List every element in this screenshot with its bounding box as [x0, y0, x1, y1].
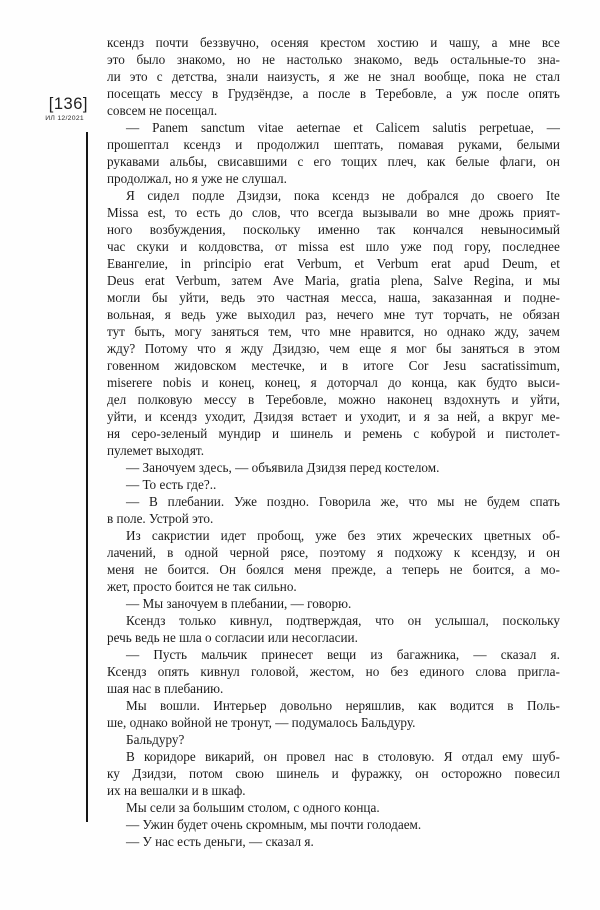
- text-line: рукавами альбы, свисавшими с его тощих плеч, как белые флаги, он: [107, 154, 560, 169]
- text-line: Ксендз только кивнул, подтверждая, что он услышал, поскольку: [126, 613, 560, 628]
- text-line: В коридоре викарий, он провел нас в столовую. Я отдал ему шуб-: [126, 749, 560, 764]
- text-line: час скуки и колдовства, от missa est шло уже под гору, последнее: [107, 239, 560, 254]
- text-line: — Заночуем здесь, — объявила Дзидзя перед костелом.: [126, 460, 440, 475]
- text-line: ше, однако войной не тронут, — подумалось Бальдуру.: [107, 715, 416, 730]
- text-line: Евангелие, in principio erat Verbum, et Verbum erat apud Deum, et: [107, 256, 560, 271]
- text-line: miserere nobis и конец, конец, я доторчал до конца, как будто выси-: [107, 375, 560, 390]
- text-line: Бальдуру?: [126, 732, 185, 747]
- text-line: Мы сели за большим столом, с одного конца.: [126, 800, 380, 815]
- text-line: посещать мессу в Грудзёндзе, а после в Теребовле, а уж после опять: [107, 86, 560, 101]
- text-line: Missa est, то есть до слов, что всегда вызывали во мне дрожь прият-: [107, 205, 560, 220]
- text-line: Мы вошли. Интерьер довольно неряшлив, как водится в Поль-: [126, 698, 560, 713]
- text-line: лачений, в одной черной рясе, поэтому я подхожу к ксендзу, и он: [107, 545, 560, 560]
- text-line: прошептал ксендз и продолжил шептать, помавая руками, белыми: [107, 137, 560, 152]
- text-line: ку Дзидзи, потом свою шинель и фуражку, он осторожно повесил: [107, 766, 560, 781]
- text-line: шая нас в плебанию.: [107, 681, 224, 696]
- text-line: Я сидел подле Дзидзи, пока ксендз не добрался до своего Ite: [126, 188, 560, 203]
- text-line: ли это с детства, знали наизусть, я же не знал вообще, пока не стал: [107, 69, 560, 84]
- text-line: тут быть, могу заняться тем, что мне нравится, но однако жду, зачем: [107, 324, 560, 339]
- text-line: жет, просто боится не так сильно.: [107, 579, 297, 594]
- text-line: речь ведь не шла о согласии или несогласии.: [107, 630, 358, 645]
- text-line: — Мы заночуем в плебании, — говорю.: [126, 596, 352, 611]
- text-line: могли бы уйти, ведь это частная месса, наша, заказанная и подне-: [107, 290, 560, 305]
- text-line: это было знакомо, но не настолько знакомо, ведь остальные-то зна-: [107, 52, 560, 67]
- text-line: вольная, я ведь уже выходил раз, нечего мне тут торчать, не обязан: [107, 307, 560, 322]
- text-line: говенном жидовском местечке, и в итоге Cor Jesu sacratissimum,: [107, 358, 560, 373]
- text-line: пулемет выходят.: [107, 443, 204, 458]
- text-line: — У нас есть деньги, — сказал я.: [126, 834, 314, 849]
- page-margin: [0, 95, 88, 122]
- text-line: Ксендз опять кивнул головой, жестом, но без единого слова пригла-: [107, 664, 560, 679]
- text-line: совсем не посещал.: [107, 103, 218, 118]
- text-line: ного возбуждения, поскольку именно так кончался невыносимый: [107, 222, 560, 237]
- text-line: ня серо-зеленый мундир и шинель и ремень с кобурой и пистолет-: [107, 426, 560, 441]
- text-line: — Panem sanctum vitae aeternae et Calicem salutis perpetuae, —: [126, 120, 560, 135]
- text-line: — В плебании. Уже поздно. Говорила же, что мы не будем спать: [126, 494, 560, 509]
- text-line: уйти, и ксендз уходит, Дзидзя встает и уходит, и я за ней, а вкруг ме-: [107, 409, 560, 424]
- text-line: меня не боится. Он боялся меня прежде, а теперь не боится, а мо-: [107, 562, 560, 577]
- text-line: дел полковую мессу в Теребовле, можно наконец вздохнуть и уйти,: [107, 392, 560, 407]
- text-line: Из сакристии идет пробощ, уже без этих жреческих цветных об-: [126, 528, 560, 543]
- text-line: — Пусть мальчик принесет вещи из багажника, — сказал я.: [126, 647, 560, 662]
- text-line: в поле. Устрой это.: [107, 511, 214, 526]
- text-line: их на вешалки и в шкаф.: [107, 783, 246, 798]
- page-number-label: [136]: [48, 95, 88, 113]
- margin-rule-divider: [86, 132, 88, 822]
- text-line: Deus erat Verbum, затем Ave Maria, gratia plena, Salve Regina, и мы: [107, 273, 560, 288]
- text-line: продолжал, но я уже не слушал.: [107, 171, 287, 186]
- text-line: жду? Потому что я жду Дзидзю, чем еще я мог бы заняться в этом: [107, 341, 560, 356]
- text-line: — То есть где?..: [126, 477, 217, 492]
- journal-imprint-label: ИЛ 12/2021: [45, 115, 84, 122]
- text-line: — Ужин будет очень скромным, мы почти голодаем.: [126, 817, 422, 832]
- body-text-column: [107, 34, 560, 850]
- text-line: ксендз почти беззвучно, осеняя крестом хостию и чашу, а мне все: [107, 35, 560, 50]
